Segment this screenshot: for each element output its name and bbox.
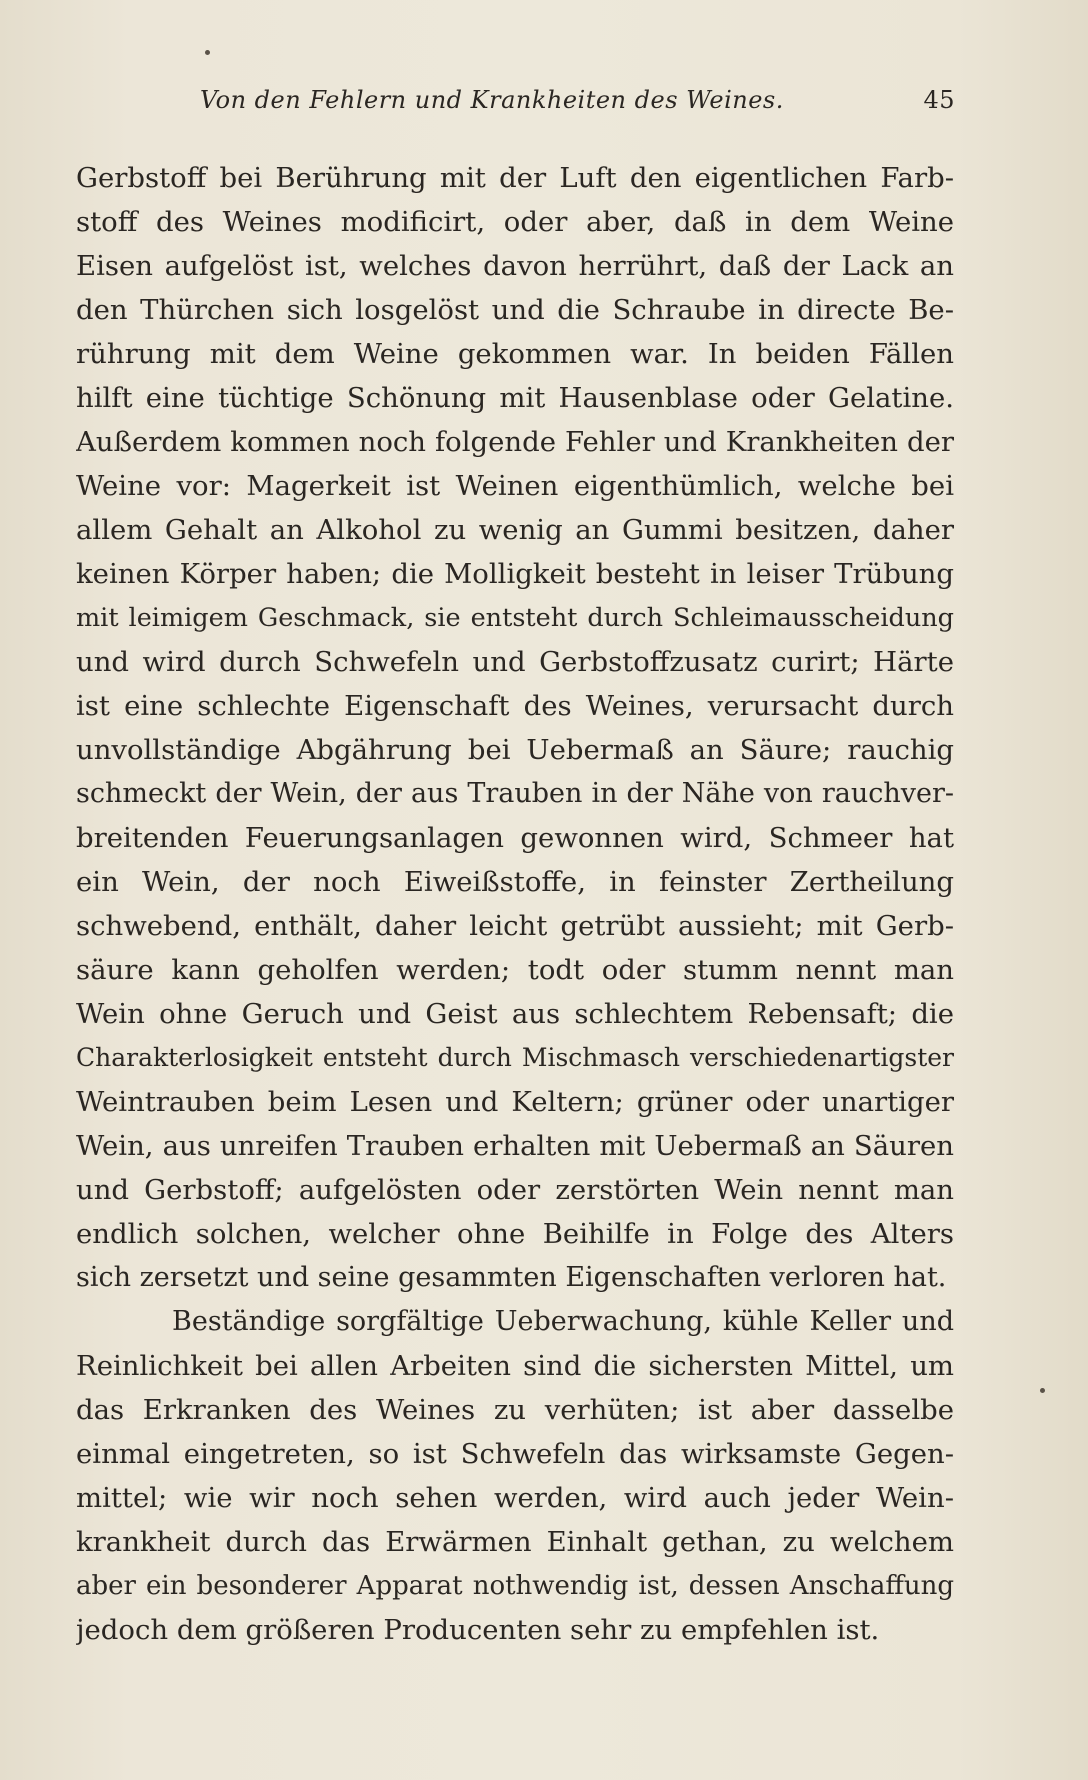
text-line: Charakterlosigkeit entsteht durch Mischmasch verschiedenartigster: [76, 1043, 954, 1072]
text-line: endlich solchen, welcher ohne Beihilfe in Folge des Alters: [76, 1218, 954, 1250]
text-line: stoff des Weines modificirt, oder aber, daß in dem Weine: [76, 206, 954, 238]
text-line: keinen Körper haben; die Molligkeit besteht in leiser Trübung: [76, 558, 954, 590]
paragraph-start-line: Beständige sorgfältige Ueberwachung, kühle Keller und: [172, 1306, 954, 1337]
text-line: das Erkranken des Weines zu verhüten; ist aber dasselbe: [76, 1394, 954, 1426]
text-line: aber ein besonderer Apparat nothwendig ist, dessen Anschaffung: [76, 1571, 954, 1601]
text-line: Eisen aufgelöst ist, welches davon herrührt, daß der Lack an: [76, 250, 954, 282]
text-line: mit leimigem Geschmack, sie entsteht durch Schleimausscheidung: [76, 603, 954, 633]
running-header: [200, 86, 955, 126]
text-line: Wein ohne Geruch und Geist aus schlechtem Rebensaft; die: [76, 998, 954, 1030]
text-line: schmeckt der Wein, der aus Trauben in der Nähe von rauchver-: [76, 778, 954, 809]
text-line: schwebend, enthält, daher leicht getrübt aussieht; mit Gerb-: [76, 910, 954, 942]
text-line: ein Wein, der noch Eiweißstoffe, in feinster Zertheilung: [76, 866, 954, 898]
page-number: 45: [923, 86, 955, 114]
text-line: Wein, aus unreifen Trauben erhalten mit Uebermaß an Säuren: [76, 1130, 954, 1162]
text-line: den Thürchen sich losgelöst und die Schraube in directe Be-: [76, 294, 954, 326]
body-text: [76, 156, 954, 1652]
text-line: hilft eine tüchtige Schönung mit Hausenblase oder Gelatine.: [76, 382, 954, 414]
text-line: unvollständige Abgährung bei Uebermaß an Säure; rauchig: [76, 734, 954, 766]
text-line: mittel; wie wir noch sehen werden, wird auch jeder Wein-: [76, 1482, 954, 1514]
text-line: Weine vor: Magerkeit ist Weinen eigenthümlich, welche bei: [76, 470, 954, 502]
text-line: allem Gehalt an Alkohol zu wenig an Gummi besitzen, daher: [76, 514, 954, 546]
text-line: säure kann geholfen werden; todt oder stumm nennt man: [76, 954, 954, 986]
text-line: jedoch dem größeren Producenten sehr zu empfehlen ist.: [76, 1614, 880, 1646]
print-speck: [1040, 1388, 1045, 1393]
text-line: breitenden Feuerungsanlagen gewonnen wird, Schmeer hat: [76, 822, 954, 854]
text-line: rührung mit dem Weine gekommen war. In beiden Fällen: [76, 338, 954, 370]
text-line: und wird durch Schwefeln und Gerbstoffzusatz curirt; Härte: [76, 646, 954, 678]
text-line: einmal eingetreten, so ist Schwefeln das wirksamste Gegen-: [76, 1438, 954, 1470]
text-line: Außerdem kommen noch folgende Fehler und Krankheiten der: [76, 426, 954, 458]
text-line: und Gerbstoff; aufgelösten oder zerstörten Wein nennt man: [76, 1174, 954, 1206]
text-line: Reinlichkeit bei allen Arbeiten sind die sichersten Mittel, um: [76, 1350, 954, 1382]
print-speck: [205, 50, 210, 55]
running-title: Von den Fehlern und Krankheiten des Weines.: [200, 86, 784, 114]
text-line: ist eine schlechte Eigenschaft des Weines, verursacht durch: [76, 690, 954, 722]
text-line: Gerbstoff bei Berührung mit der Luft den eigentlichen Farb-: [76, 162, 954, 194]
text-line: sich zersetzt und seine gesammten Eigenschaften verloren hat.: [76, 1262, 947, 1293]
text-line: krankheit durch das Erwärmen Einhalt gethan, zu welchem: [76, 1526, 954, 1558]
text-line: Weintrauben beim Lesen und Keltern; grüner oder unartiger: [76, 1086, 954, 1118]
